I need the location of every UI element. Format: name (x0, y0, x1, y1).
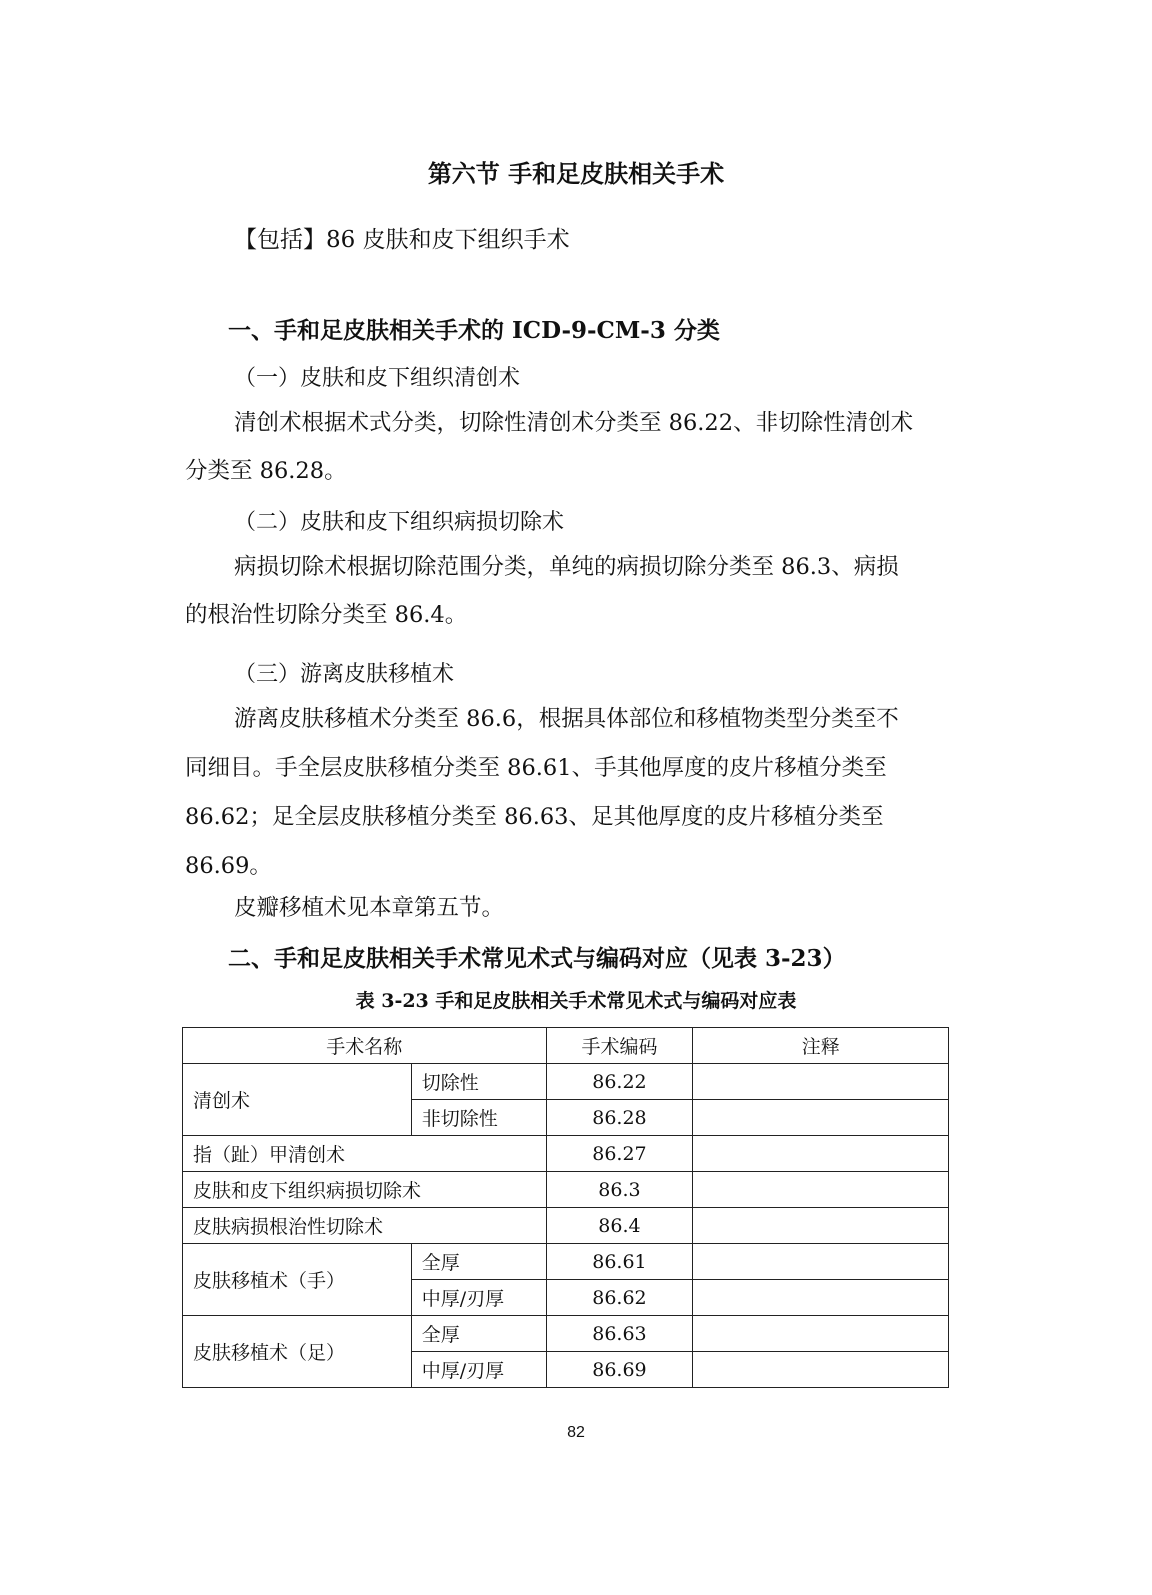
heading-correspondence: 二、手和足皮肤相关手术常见术式与编码对应（见表 3-23） (228, 945, 846, 972)
heading-classification: 一、手和足皮肤相关手术的 ICD-9-CM-3 分类 (228, 317, 720, 344)
procedure-code-cell: 86.69 (546, 1352, 693, 1388)
procedure-code-table (182, 1027, 949, 1388)
procedure-subtype-cell: 切除性 (411, 1064, 546, 1100)
paragraph-line: 游离皮肤移植术分类至 86.6，根据具体部位和移植物类型分类至不 (234, 706, 899, 732)
table-row (183, 1208, 949, 1244)
paragraph-line: 清创术根据术式分类，切除性清创术分类至 86.22、非切除性清创术 (234, 410, 914, 436)
paragraph-line: 的根治性切除分类至 86.4。 (185, 602, 468, 628)
notes-cell (693, 1064, 949, 1100)
procedure-code-cell: 86.4 (546, 1208, 693, 1244)
header-notes: 注释 (693, 1028, 949, 1064)
table-caption: 表 3-23 手和足皮肤相关手术常见术式与编码对应表 (355, 990, 797, 1012)
paragraph-flap-note: 皮瓣移植术见本章第五节。 (234, 895, 505, 921)
header-procedure-name: 手术名称 (183, 1028, 547, 1064)
notes-cell (693, 1244, 949, 1280)
procedure-code-cell: 86.3 (546, 1172, 693, 1208)
table-row (183, 1316, 949, 1352)
table-row (183, 1136, 949, 1172)
notes-cell (693, 1352, 949, 1388)
procedure-code-cell: 86.22 (546, 1064, 693, 1100)
procedure-name-cell: 皮肤移植术（手） (183, 1244, 412, 1316)
page-number: 82 (567, 1424, 585, 1441)
procedure-name-cell: 皮肤病损根治性切除术 (183, 1208, 547, 1244)
table-header-row (183, 1028, 949, 1064)
procedure-subtype-cell: 非切除性 (411, 1100, 546, 1136)
procedure-subtype-cell: 全厚 (411, 1244, 546, 1280)
procedure-name-cell: 指（趾）甲清创术 (183, 1136, 547, 1172)
procedure-name-cell: 皮肤和皮下组织病损切除术 (183, 1172, 547, 1208)
table-row (183, 1244, 949, 1280)
notes-cell (693, 1100, 949, 1136)
procedure-subtype-cell: 全厚 (411, 1316, 546, 1352)
procedure-code-cell: 86.62 (546, 1280, 693, 1316)
notes-cell (693, 1280, 949, 1316)
header-procedure-code: 手术编码 (546, 1028, 693, 1064)
procedure-subtype-cell: 中厚/刃厚 (411, 1280, 546, 1316)
table-row (183, 1172, 949, 1208)
procedure-code-cell: 86.61 (546, 1244, 693, 1280)
procedure-code-cell: 86.27 (546, 1136, 693, 1172)
procedure-code-cell: 86.63 (546, 1316, 693, 1352)
paragraph-line: 86.69。 (185, 853, 272, 879)
notes-cell (693, 1316, 949, 1352)
paragraph-line: 病损切除术根据切除范围分类，单纯的病损切除分类至 86.3、病损 (234, 554, 899, 580)
notes-cell (693, 1172, 949, 1208)
paragraph-line: 86.62；足全层皮肤移植分类至 86.63、足其他厚度的皮片移植分类至 (185, 804, 884, 830)
table-row (183, 1064, 949, 1100)
include-line: 【包括】86 皮肤和皮下组织手术 (234, 227, 570, 253)
subheading-lesion-excision: （二）皮肤和皮下组织病损切除术 (234, 510, 565, 535)
procedure-name-cell: 皮肤移植术（足） (183, 1316, 412, 1388)
paragraph-line: 同细目。手全层皮肤移植分类至 86.61、手其他厚度的皮片移植分类至 (185, 755, 887, 781)
procedure-name-cell: 清创术 (183, 1064, 412, 1136)
notes-cell (693, 1208, 949, 1244)
notes-cell (693, 1136, 949, 1172)
subheading-debridement: （一）皮肤和皮下组织清创术 (234, 366, 521, 391)
section-title: 第六节 手和足皮肤相关手术 (427, 159, 725, 188)
subheading-skin-graft: （三）游离皮肤移植术 (234, 662, 455, 687)
procedure-subtype-cell: 中厚/刃厚 (411, 1352, 546, 1388)
procedure-code-cell: 86.28 (546, 1100, 693, 1136)
paragraph-line: 分类至 86.28。 (185, 458, 347, 484)
